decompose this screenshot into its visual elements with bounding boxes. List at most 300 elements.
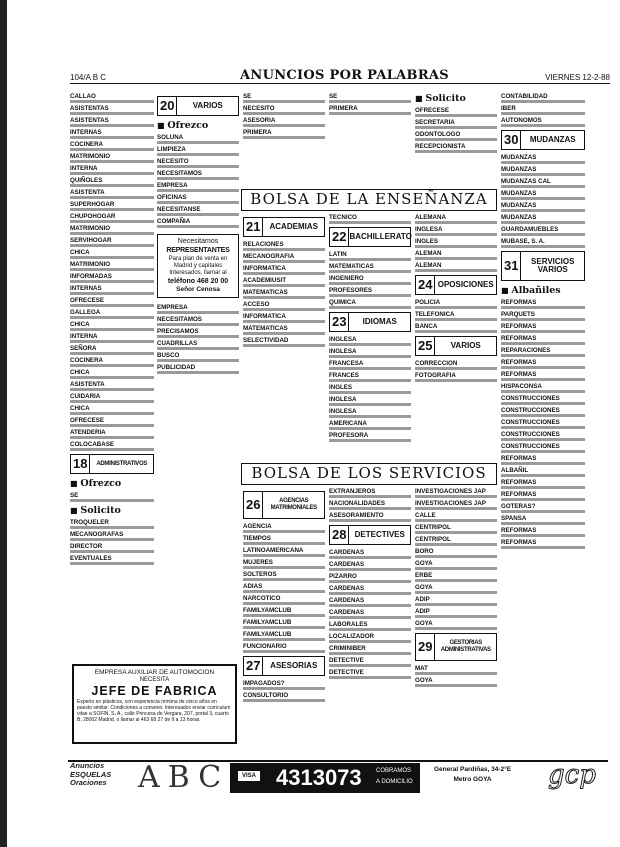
ad-body-text xyxy=(70,526,154,529)
ad-body-text xyxy=(329,355,411,358)
section-number: 22 xyxy=(330,228,349,246)
classified-ad xyxy=(501,202,585,212)
ad-keyword: ALEMANA xyxy=(415,214,446,221)
classified-ad xyxy=(415,214,497,224)
ad-keyword: NACIONALIDADES xyxy=(329,500,386,507)
ad-body-text xyxy=(329,495,411,498)
section-title: VARIOS xyxy=(450,341,481,350)
ad-keyword: GOYA xyxy=(415,677,433,684)
section-18-header xyxy=(70,454,154,474)
ad-body-text xyxy=(501,124,585,127)
ad-body-text xyxy=(501,546,585,549)
ad-list xyxy=(157,134,239,228)
classified-ad xyxy=(243,313,325,323)
ad-keyword: ADIP xyxy=(415,608,430,615)
classified-ad xyxy=(243,253,325,263)
classified-ad xyxy=(329,105,411,115)
ad-keyword: GOYA xyxy=(415,584,433,591)
classified-ad xyxy=(243,692,325,702)
section-title: ASESORIAS xyxy=(270,661,318,670)
ad-contact: Señor Cenosa xyxy=(176,286,220,293)
ad-list xyxy=(329,336,411,442)
classified-ad xyxy=(501,527,585,537)
ad-keyword: ODONTOLOGO xyxy=(415,131,461,138)
ad-keyword: AGENCIA xyxy=(243,523,272,530)
classified-ad xyxy=(70,381,154,391)
ad-body-text xyxy=(243,542,325,545)
classified-ad xyxy=(501,166,585,176)
phone-banner xyxy=(230,763,420,793)
ad-keyword: GALLEGA xyxy=(70,309,101,316)
classified-ad xyxy=(501,93,585,103)
ad-keyword: CONSTRUCCIONES xyxy=(501,431,560,438)
classified-ad xyxy=(157,206,239,216)
classified-ad xyxy=(243,523,325,533)
ad-body-text xyxy=(501,498,585,501)
ad-body-text xyxy=(329,519,411,522)
ad-keyword: ADIAS xyxy=(243,583,263,590)
ad-body-text xyxy=(70,412,154,415)
ad-headline: JEFE DE FABRICA xyxy=(91,684,218,698)
page-number: 104/A B C xyxy=(70,73,107,82)
column-3-ensenanza xyxy=(243,214,325,349)
ad-body-text xyxy=(329,628,411,631)
ad-body-text xyxy=(329,391,411,394)
classified-ad xyxy=(415,119,497,129)
ad-keyword: MATEMATICAS xyxy=(243,289,288,296)
classified-ad xyxy=(243,607,325,617)
ad-keyword: DETECTIVE xyxy=(329,669,364,676)
ad-body-text xyxy=(70,562,154,565)
ad-list xyxy=(329,488,411,522)
ad-keyword: INGENIERO xyxy=(329,275,364,282)
ad-keyword: OFRECESE xyxy=(70,417,105,424)
classified-ad xyxy=(243,117,325,127)
ad-keyword: INFORMATICA xyxy=(243,313,286,320)
ad-body-text xyxy=(70,184,154,187)
classified-ad xyxy=(157,328,239,338)
ad-body-text xyxy=(329,580,411,583)
ad-keyword: REFORMAS xyxy=(501,299,537,306)
ad-keyword: ERBE xyxy=(415,572,433,579)
ad-body-text xyxy=(501,342,585,345)
classified-ad xyxy=(415,548,497,558)
classified-ad xyxy=(329,384,411,394)
ad-body-text xyxy=(329,604,411,607)
column-3-servicios xyxy=(243,488,325,704)
ad-body-text xyxy=(329,652,411,655)
classified-ad xyxy=(415,677,497,687)
classified-ad xyxy=(329,432,411,442)
ad-keyword: COCINERA xyxy=(70,141,104,148)
ad-list xyxy=(243,93,325,139)
ad-body-text xyxy=(501,185,585,188)
classified-ad xyxy=(329,372,411,382)
classified-ad xyxy=(415,250,497,260)
ad-list xyxy=(157,304,239,374)
ad-body-text xyxy=(415,114,497,117)
ad-body-text xyxy=(70,100,154,103)
section-number: 25 xyxy=(416,337,435,355)
ad-body-text xyxy=(329,568,411,571)
classified-ad xyxy=(243,105,325,115)
ad-body-text xyxy=(70,340,154,343)
ad-body-text xyxy=(329,379,411,382)
section-25-header xyxy=(415,336,497,356)
ad-keyword: CONSTRUCCIONES xyxy=(501,419,560,426)
ad-keyword: OFRECESE xyxy=(70,297,105,304)
classified-ad xyxy=(70,93,154,103)
ad-body-text xyxy=(415,684,497,687)
ad-body-text xyxy=(70,328,154,331)
classified-ad xyxy=(501,503,585,513)
ad-body-text xyxy=(329,507,411,510)
classified-ad xyxy=(70,249,154,259)
ad-keyword: DIRECTOR xyxy=(70,543,103,550)
ad-body-text xyxy=(329,270,411,273)
ad-keyword: SOLUNA xyxy=(157,134,184,141)
ad-body-text xyxy=(329,100,411,103)
classified-ad xyxy=(157,364,239,374)
ad-body-text xyxy=(501,438,585,441)
ad-body-text xyxy=(157,165,239,168)
ad-keyword: MUDANZAS xyxy=(501,214,537,221)
classified-ad xyxy=(501,238,585,248)
column-5-top xyxy=(415,93,497,155)
ad-keyword: FAMILYAMCLUB xyxy=(243,631,292,638)
ad-body-text xyxy=(243,320,325,323)
section-24-header xyxy=(415,275,497,295)
ad-body-text xyxy=(415,306,497,309)
ad-keyword: CHICA xyxy=(70,405,90,412)
ad-body-text xyxy=(70,352,154,355)
ad-body-text xyxy=(415,555,497,558)
ad-keyword: CARDENAS xyxy=(329,585,365,592)
ad-keyword: SELECTIVIDAD xyxy=(243,337,289,344)
ad-body-text xyxy=(329,367,411,370)
ad-list xyxy=(243,523,325,653)
classified-ad xyxy=(415,524,497,534)
classified-ad xyxy=(70,261,154,271)
issue-date: VIERNES 12-2-88 xyxy=(545,73,610,82)
ad-keyword: LATINOAMERICANA xyxy=(243,547,304,554)
ad-keyword: INGLESA xyxy=(329,336,357,343)
classified-ad xyxy=(329,609,411,619)
ad-body-text xyxy=(70,538,154,541)
section-27-header xyxy=(243,656,325,676)
ad-keyword: LIMPIEZA xyxy=(157,146,186,153)
ad-keyword: ASESORIA xyxy=(243,117,276,124)
ad-body-text xyxy=(501,366,585,369)
jefe-de-fabrica-ad xyxy=(72,664,237,744)
ad-body-text xyxy=(415,257,497,260)
ad-body-text xyxy=(329,403,411,406)
ad-body-text xyxy=(501,534,585,537)
ad-list xyxy=(70,492,154,502)
ad-keyword: SERVIHOGAR xyxy=(70,237,112,244)
ad-body-text xyxy=(70,280,154,283)
ad-keyword: SE xyxy=(70,492,79,499)
classified-ad xyxy=(415,536,497,546)
classified-ad xyxy=(70,333,154,343)
ad-keyword: SEÑORA xyxy=(70,345,97,352)
ad-keyword: RELACIONES xyxy=(243,241,284,248)
ad-body-text xyxy=(329,676,411,679)
ad-body-text xyxy=(70,220,154,223)
ad-keyword: REFORMAS xyxy=(501,359,537,366)
classified-ad xyxy=(70,519,154,529)
ad-body-text xyxy=(70,148,154,151)
ad-keyword: NECESITAMOS xyxy=(157,170,202,177)
ad-keyword: INGLESA xyxy=(415,226,443,233)
ad-keyword: REFORMAS xyxy=(501,455,537,462)
ad-keyword: PARQUETS xyxy=(501,311,535,318)
ad-body-text xyxy=(243,136,325,139)
classified-ad xyxy=(329,549,411,559)
ad-keyword: INGLES xyxy=(415,238,439,245)
classified-ad xyxy=(501,347,585,357)
section-title: MUDANZAS xyxy=(529,135,576,144)
ad-body-text xyxy=(415,126,497,129)
ad-body-text xyxy=(70,172,154,175)
classified-ad xyxy=(415,665,497,675)
classified-ad xyxy=(329,512,411,522)
ad-body-text xyxy=(243,566,325,569)
classified-ad xyxy=(157,146,239,156)
ad-body-text xyxy=(501,161,585,164)
ad-keyword: TIEMPOS xyxy=(243,535,271,542)
ad-keyword: ACADEMIUSIT xyxy=(243,277,286,284)
ad-body-text xyxy=(415,567,497,570)
column-2 xyxy=(157,93,239,376)
classified-ad xyxy=(329,420,411,430)
ad-keyword: CENTRIPOL xyxy=(415,536,451,543)
ad-keyword: REFORMAS xyxy=(501,491,537,498)
classified-ad xyxy=(501,214,585,224)
ad-keyword: ASISTENTAS xyxy=(70,117,109,124)
classified-ad xyxy=(329,360,411,370)
banner-ensenanza: BOLSA DE LA ENSEÑANZA xyxy=(241,189,497,211)
ad-keyword: CORRECCION xyxy=(415,360,458,367)
ad-body-text xyxy=(70,424,154,427)
ad-body-text xyxy=(329,415,411,418)
ad-body-text xyxy=(329,343,411,346)
ad-body-text xyxy=(501,100,585,103)
ad-keyword: CONSULTORIO xyxy=(243,692,289,699)
ad-keyword: PUBLICIDAD xyxy=(157,364,196,371)
section-number: 26 xyxy=(244,492,263,518)
classified-ad xyxy=(415,584,497,594)
footer-label: Oraciones xyxy=(70,778,107,787)
classified-ad xyxy=(243,301,325,311)
classified-ad xyxy=(70,213,154,223)
ad-keyword: TROQUELER xyxy=(70,519,109,526)
ad-body-text xyxy=(157,189,239,192)
section-number: 28 xyxy=(330,526,349,544)
classified-ad xyxy=(329,621,411,631)
ad-keyword: CHICA xyxy=(70,321,90,328)
section-title: ANUNCIOS POR PALABRAS xyxy=(240,68,449,83)
ad-body-text xyxy=(243,100,325,103)
classified-ad xyxy=(70,117,154,127)
ad-list xyxy=(415,107,497,153)
ad-keyword: MUDANZAS xyxy=(501,154,537,161)
ad-keyword: GOYA xyxy=(415,620,433,627)
ad-headline: REPRESENTANTES xyxy=(166,247,230,254)
ad-keyword: ASISTENTAS xyxy=(70,105,109,112)
subheading-ofrezco: ■ Ofrezco xyxy=(157,120,239,131)
classified-ad xyxy=(243,325,325,335)
ad-keyword: LABORALES xyxy=(329,621,368,628)
ad-keyword: INTERNAS xyxy=(70,129,102,136)
ad-keyword: MUBASE, S. A. xyxy=(501,238,545,245)
section-number: 24 xyxy=(416,276,435,294)
ad-body-text xyxy=(243,272,325,275)
classified-ad xyxy=(501,383,585,393)
ad-body-text xyxy=(70,268,154,271)
classified-ad xyxy=(70,129,154,139)
section-number: 27 xyxy=(244,657,263,675)
ad-keyword: CARDENAS xyxy=(329,549,365,556)
footer-advert xyxy=(68,760,608,794)
ad-body-text xyxy=(415,627,497,630)
classified-ad xyxy=(70,492,154,502)
classified-ad xyxy=(70,297,154,307)
ad-body-text xyxy=(70,364,154,367)
ad-keyword: CONSTRUCCIONES xyxy=(501,443,560,450)
classified-ad xyxy=(501,154,585,164)
ad-keyword: QUIÑOLES xyxy=(70,177,103,184)
classified-ad xyxy=(415,360,497,370)
classified-ad xyxy=(157,134,239,144)
classified-ad xyxy=(70,321,154,331)
section-number: 29 xyxy=(416,634,435,660)
abc-logo: ABC xyxy=(138,760,230,795)
ad-body-text xyxy=(243,112,325,115)
classified-ad xyxy=(329,633,411,643)
ad-body-text xyxy=(329,592,411,595)
ad-body-text xyxy=(501,486,585,489)
ad-body-text xyxy=(329,556,411,559)
classified-ad xyxy=(329,488,411,498)
ad-keyword: REFORMAS xyxy=(501,479,537,486)
ad-body-text xyxy=(243,308,325,311)
ad-keyword: EMPRESA xyxy=(157,182,188,189)
ad-keyword: CRIMINIBER xyxy=(329,645,366,652)
ad-body-text xyxy=(243,296,325,299)
classified-ad xyxy=(415,311,497,321)
section-title: IDIOMAS xyxy=(362,317,397,326)
subheading-ofrezco: ■ Ofrezco xyxy=(70,478,154,489)
ad-body-text xyxy=(329,294,411,297)
classified-ad xyxy=(501,467,585,477)
ad-keyword: ASISTENTA xyxy=(70,381,105,388)
ad-body-text xyxy=(415,672,497,675)
ad-body-text xyxy=(415,367,497,370)
ad-body-text xyxy=(243,284,325,287)
classified-ad xyxy=(501,455,585,465)
classified-ad xyxy=(329,263,411,273)
classified-ad xyxy=(70,531,154,541)
classified-ad xyxy=(501,539,585,549)
ad-keyword: MATEMATICAS xyxy=(243,325,288,332)
representantes-ad xyxy=(157,234,239,298)
ad-keyword: CARDENAS xyxy=(329,609,365,616)
ad-keyword: LATIN xyxy=(329,251,347,258)
classified-ad xyxy=(70,309,154,319)
ad-keyword: PRECISAMOS xyxy=(157,328,199,335)
ad-body-text xyxy=(243,260,325,263)
ad-keyword: MAT xyxy=(415,665,428,672)
ad-list xyxy=(329,251,411,309)
ad-body-text xyxy=(415,591,497,594)
section-title: BACHILLERATO xyxy=(349,232,412,241)
classified-ad xyxy=(157,218,239,228)
classified-ad xyxy=(501,443,585,453)
section-title: ACADEMIAS xyxy=(269,222,318,231)
classified-ad xyxy=(70,201,154,211)
ad-keyword: CARDENAS xyxy=(329,561,365,568)
classified-ad xyxy=(70,177,154,187)
ad-body-text xyxy=(501,378,585,381)
ad-body-text xyxy=(157,311,239,314)
ad-body-text xyxy=(329,306,411,309)
section-number: 31 xyxy=(502,252,521,280)
ad-body-text xyxy=(415,221,497,224)
ad-body-text xyxy=(70,550,154,553)
footer-label: Anuncios xyxy=(70,761,105,770)
ad-body-text xyxy=(157,213,239,216)
ad-body-text xyxy=(501,318,585,321)
ad-body: Experto en plásticos, con experiencia mínima de cinco años en puesto similar. Condiciones a convenir. Interesados enviar curriculum vitae a SOFIN, S. A., calle Princesa de Vergara, 207, portal 3, cuarto B, 28002 Madrid, o llamar al 463 68 27 de 9 a 13 horas. xyxy=(77,699,231,723)
ad-body-text xyxy=(329,221,411,224)
ad-keyword: FRANCESA xyxy=(329,360,364,367)
classified-ad xyxy=(415,262,497,272)
classified-ad xyxy=(501,117,585,127)
classified-ad xyxy=(70,189,154,199)
classified-ad xyxy=(501,431,585,441)
classified-ad xyxy=(70,405,154,415)
ad-body-text xyxy=(70,208,154,211)
ad-body-text xyxy=(243,687,325,690)
ad-keyword: CHUPOHOGAR xyxy=(70,213,116,220)
ad-keyword: ACCESO xyxy=(243,301,270,308)
ad-keyword: OFICINAS xyxy=(157,194,187,201)
ad-list xyxy=(415,214,497,272)
ad-keyword: ASISTENTA xyxy=(70,189,105,196)
classified-ad xyxy=(157,194,239,204)
ad-keyword: NECESITO xyxy=(157,158,189,165)
ad-keyword: REPARACIONES xyxy=(501,347,551,354)
footer-cobramos: COBRAMOS xyxy=(376,768,412,774)
ad-keyword: INVESTIGACIONES JAP xyxy=(415,488,486,495)
classified-ad xyxy=(243,277,325,287)
ad-body-text xyxy=(243,626,325,629)
classified-ad xyxy=(157,340,239,350)
ad-keyword: IMPAGADOS? xyxy=(243,680,285,687)
ad-body-text xyxy=(70,112,154,115)
ad-body-text xyxy=(501,197,585,200)
ad-keyword: SE xyxy=(329,93,338,100)
classified-ad xyxy=(70,429,154,439)
classified-ad xyxy=(243,289,325,299)
section-title: AGENCIAS MATRIMONIALES xyxy=(270,498,317,511)
ad-keyword: PROFESORA xyxy=(329,432,369,439)
scan-edge xyxy=(0,0,7,847)
ad-keyword: COMPAÑIA xyxy=(157,218,191,225)
ad-body-text xyxy=(415,603,497,606)
classified-ad xyxy=(415,596,497,606)
